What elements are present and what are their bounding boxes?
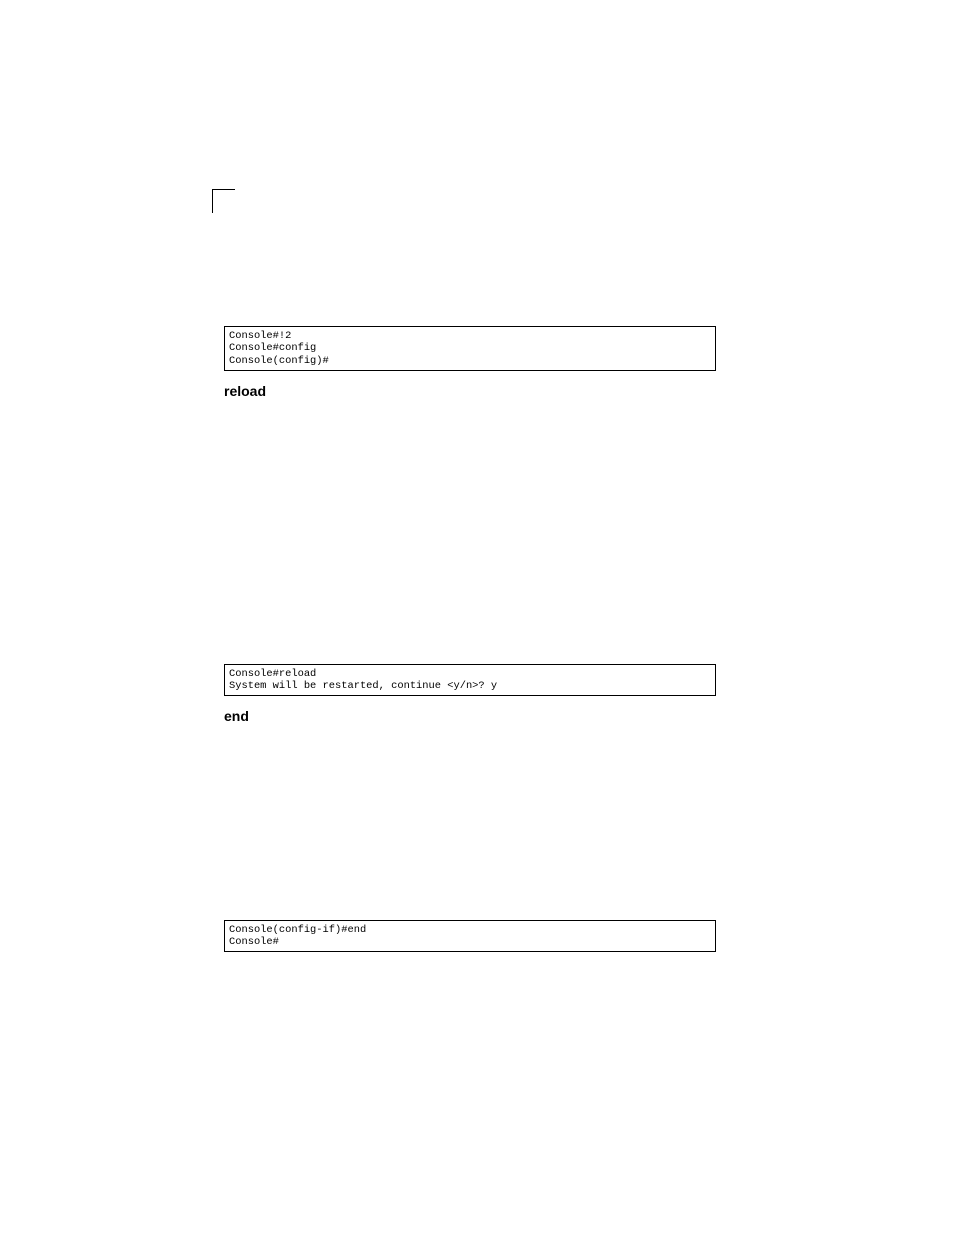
- code-example-reload: [224, 664, 716, 696]
- crop-mark: [212, 189, 235, 213]
- section-heading-end: end: [224, 708, 249, 724]
- code-example-history: [224, 326, 716, 371]
- code-line: Console(config-if)#end: [229, 924, 367, 936]
- code-line: Console(config)#: [229, 354, 329, 367]
- code-example-end: [224, 920, 716, 952]
- code-line: Console#!2: [229, 330, 292, 342]
- section-heading-reload: reload: [224, 383, 267, 399]
- code-line: Console#: [229, 936, 279, 949]
- code-line: Console#config: [229, 342, 317, 355]
- code-line: System will be restarted, continue <y/n>? y: [229, 680, 498, 693]
- code-line: Console#reload: [229, 668, 317, 680]
